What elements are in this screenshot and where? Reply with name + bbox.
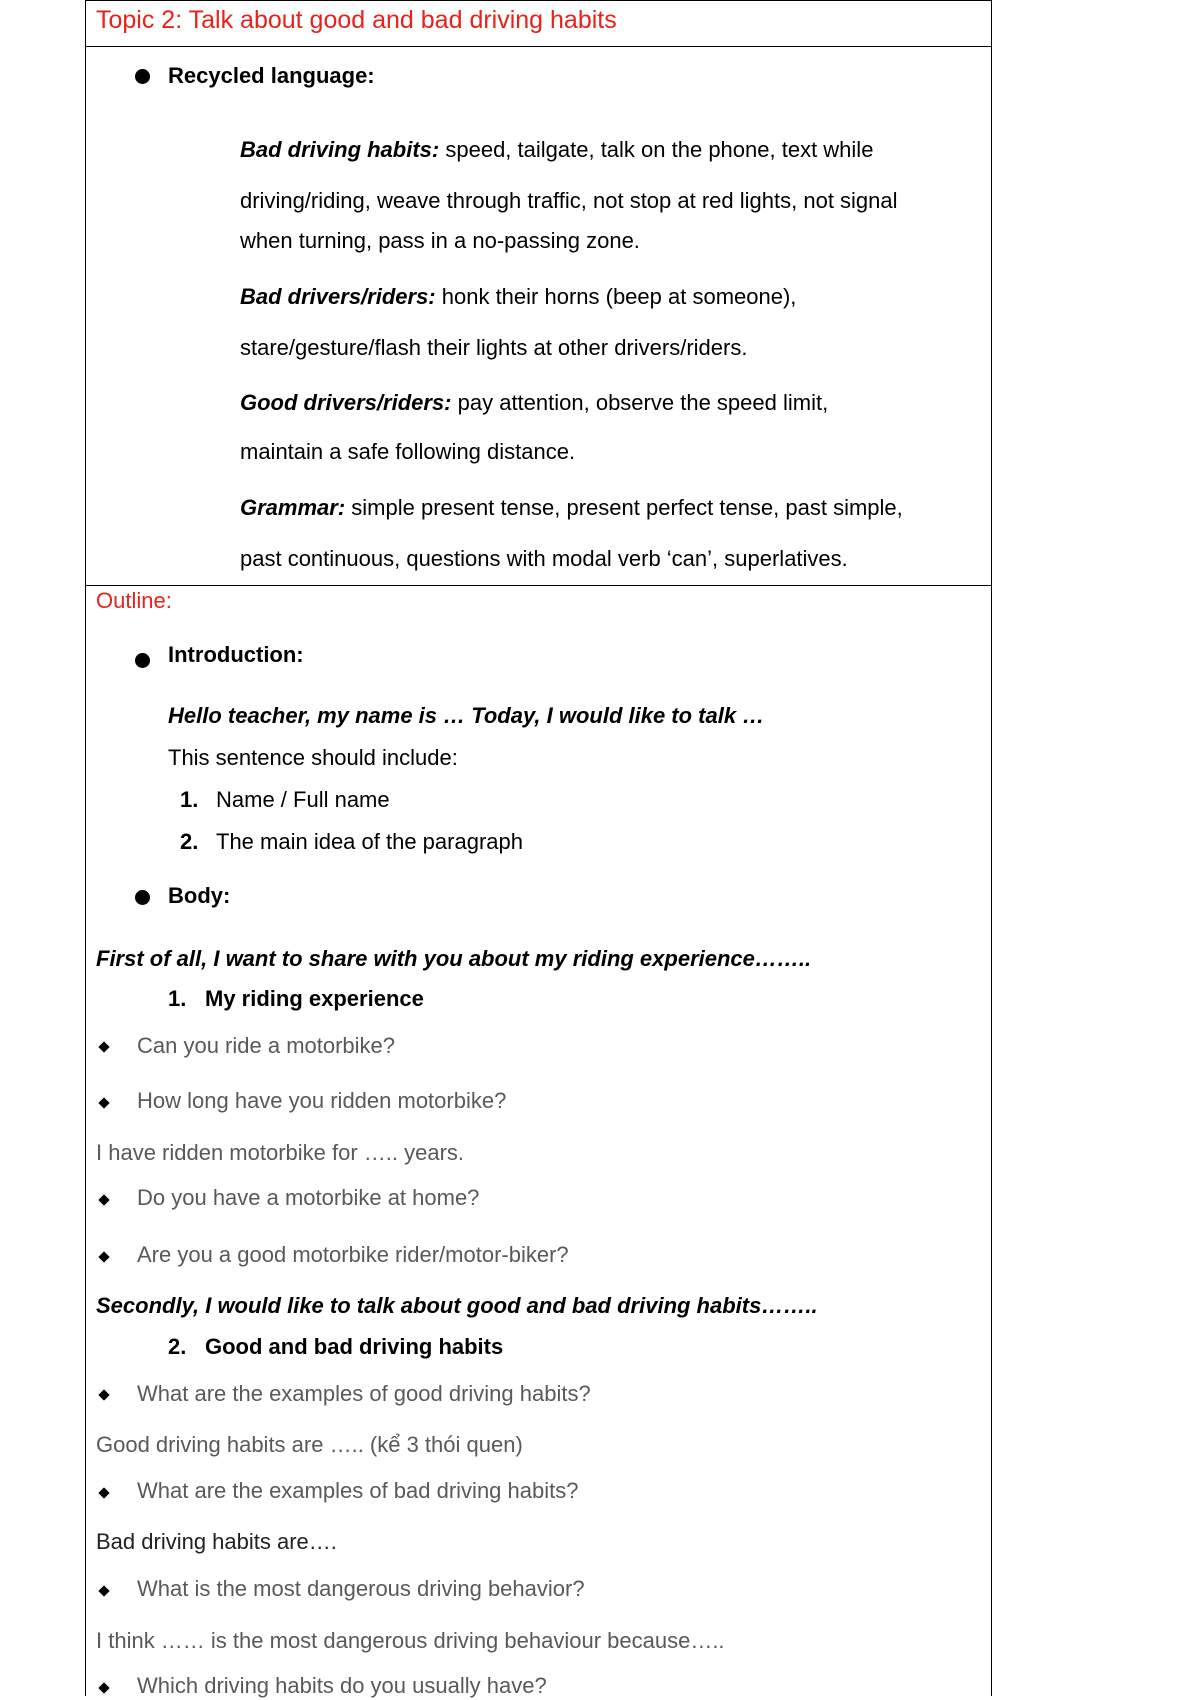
answer-bad-examples: Bad driving habits are…. [96,1529,337,1554]
recycled-language-heading: Recycled language: [168,63,375,88]
bad-drivers-line2: stare/gesture/flash their lights at other drivers/riders. [240,335,748,360]
question-can-ride: Can you ride a motorbike? [137,1033,396,1058]
answer-good-examples: Good driving habits are ….. (kể 3 thói quen) [96,1432,523,1457]
good-drivers-line2: maintain a safe following distance. [240,439,576,464]
bullet-dot-icon [135,653,150,668]
good-drivers-line1 [240,389,828,417]
intro-item-text: Name / Full name [216,787,390,812]
grammar-text: simple present tense, present perfect tense, past simple, [345,495,903,520]
bad-drivers-text: honk their horns (beep at someone), [435,284,797,309]
first-sentence: First of all, I want to share with you about my riding experience…….. [96,946,812,971]
table-right-border [991,0,992,1696]
question-good-examples: What are the examples of good driving habits? [137,1381,591,1406]
question-bad-examples: What are the examples of bad driving habits? [137,1478,579,1503]
question-how-long: How long have you ridden motorbike? [137,1088,507,1113]
question-usually-have: Which driving habits do you usually have? [137,1673,547,1698]
table-left-border [85,0,86,1696]
bad-drivers-line1 [240,283,796,311]
bad-habits-line1 [240,136,873,164]
bad-habits-label: Bad driving habits: [240,137,440,162]
intro-item-number: 1. [180,787,199,812]
section-1-number: 1. [168,986,187,1011]
second-sentence: Secondly, I would like to talk about good and bad driving habits…….. [96,1293,818,1318]
introduction-heading: Introduction: [168,642,304,667]
bad-habits-text: speed, tailgate, talk on the phone, text while [439,137,874,162]
recycled-row-divider [85,585,992,586]
grammar-label: Grammar: [240,495,346,520]
diamond-bullet-icon [98,1194,109,1205]
question-have-at-home: Do you have a motorbike at home? [137,1185,480,1210]
intro-sentence: Hello teacher, my name is … Today, I would like to talk … [168,703,765,728]
diamond-bullet-icon [98,1251,109,1262]
bad-drivers-label: Bad drivers/riders: [240,284,436,309]
intro-note: This sentence should include: [168,745,458,770]
intro-item-number: 2. [180,829,199,854]
title-row-divider [85,46,992,47]
section-2-number: 2. [168,1334,187,1359]
question-good-rider: Are you a good motorbike rider/motor-biker? [137,1242,569,1267]
outline-label: Outline: [96,588,172,613]
diamond-bullet-icon [98,1389,109,1400]
answer-how-long: I have ridden motorbike for ….. years. [96,1140,465,1165]
diamond-bullet-icon [98,1487,109,1498]
diamond-bullet-icon [98,1097,109,1108]
answer-most-dangerous: I think …… is the most dangerous driving behaviour because….. [96,1628,725,1653]
table-top-border [85,0,992,1]
question-most-dangerous: What is the most dangerous driving behavior? [137,1576,585,1601]
diamond-bullet-icon [98,1585,109,1596]
section-1-title: My riding experience [205,986,424,1011]
intro-item-text: The main idea of the paragraph [216,829,523,854]
good-drivers-label: Good drivers/riders: [240,390,452,415]
bad-habits-line3: when turning, pass in a no-passing zone. [240,228,640,253]
diamond-bullet-icon [98,1041,109,1052]
grammar-line2: past continuous, questions with modal verb ‘can’, superlatives. [240,546,848,571]
bad-habits-line2: driving/riding, weave through traffic, not stop at red lights, not signal [240,188,898,213]
grammar-line1 [240,494,903,522]
topic-title: Topic 2: Talk about good and bad driving habits [96,6,617,34]
bullet-dot-icon [135,890,150,905]
body-heading: Body: [168,883,231,908]
bullet-dot-icon [135,69,150,84]
good-drivers-text: pay attention, observe the speed limit, [451,390,829,415]
section-2-title: Good and bad driving habits [205,1334,504,1359]
diamond-bullet-icon [98,1682,109,1693]
